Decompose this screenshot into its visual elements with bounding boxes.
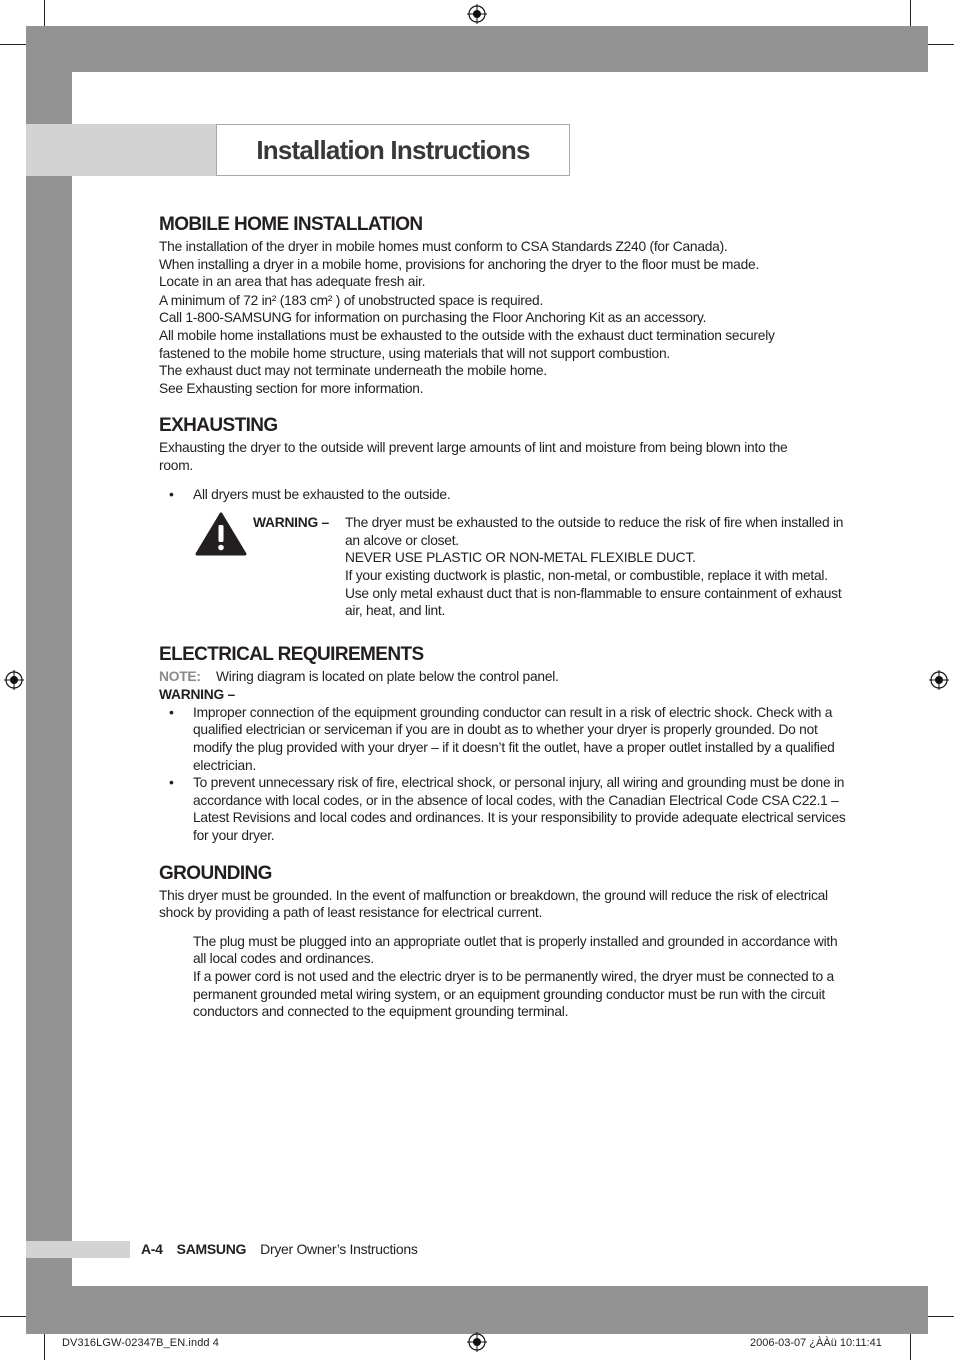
page-title: Installation Instructions: [256, 134, 530, 165]
warning-triangle-icon: [195, 512, 247, 556]
paragraph: The exhaust duct may not terminate underneath the mobile home.: [159, 363, 547, 379]
grounding-details: [159, 933, 849, 1021]
crop-mark: [44, 1334, 45, 1360]
crop-mark: [910, 1334, 911, 1360]
page-footer: [141, 1240, 418, 1259]
section-heading: MOBILE HOME INSTALLATION: [159, 214, 423, 235]
warning-label: WARNING –: [253, 515, 329, 531]
page-number: A-4: [141, 1241, 163, 1257]
title-bar-accent: [26, 124, 216, 176]
warning-text: [345, 514, 849, 620]
crop-mark: [928, 44, 954, 45]
exhausting-section: [159, 413, 849, 619]
crop-mark: [0, 44, 26, 45]
document-name: Dryer Owner’s Instructions: [260, 1241, 418, 1257]
bullet-list: [159, 486, 849, 504]
registration-mark-icon: [4, 670, 24, 690]
paragraph: This dryer must be grounded. In the event of malfunction or breakdown, the ground will reduce the risk of electrical shock by providing a path of least resistance for electrical current.: [159, 887, 828, 921]
list-item: • Improper connection of the equipment grounding conductor can result in a risk of electric shock. Check with a qualified electrician or serviceman if you are in doubt as to whether your dryer is properly grounded. Do not modify the plug provided with your dryer – if it doesn’t fit the outlet, have a proper outlet installed by a qualified electrician.: [159, 704, 849, 774]
paragraph: Exhausting the dryer to the outside will prevent large amounts of lint and moisture from being blown into the room.: [159, 440, 788, 473]
main-content: [159, 212, 849, 1037]
brand-name: SAMSUNG: [176, 1241, 247, 1257]
registration-mark-icon: [467, 4, 487, 24]
crop-mark: [44, 0, 45, 26]
paragraph: All mobile home installations must be exhausted to the outside with the exhaust duct termination securely fastened to the mobile home structure, using materials that will not support combustion.: [159, 327, 775, 361]
section-heading: ELECTRICAL REQUIREMENTS: [159, 643, 424, 665]
section-heading: EXHAUSTING: [159, 415, 278, 437]
paragraph: Locate in an area that has adequate fresh air.: [159, 274, 426, 290]
slug-timestamp: 2006-03-07 ¿ÀÀü 10:11:41: [750, 1337, 882, 1349]
slug-file-info: DV316LGW-02347B_EN.indd 4: [62, 1337, 220, 1349]
bullet-list: [159, 704, 849, 845]
paragraph: Use only metal exhaust duct that is non-flammable to ensure containment of exhaust air, heat, and lint.: [345, 585, 842, 619]
warning-block: [195, 514, 849, 620]
footer-accent: [26, 1241, 130, 1258]
paragraph: The dryer must be exhausted to the outside to reduce the risk of fire when installed in an alcove or closet.: [345, 515, 844, 548]
list-item: • All dryers must be exhausted to the outside.: [159, 486, 849, 504]
paragraph: Call 1-800-SAMSUNG for information on purchasing the Floor Anchoring Kit as an accessory.: [159, 310, 707, 326]
title-box: [216, 124, 570, 176]
note-label: NOTE:: [159, 668, 201, 684]
paragraph: See Exhausting section for more information.: [159, 380, 424, 396]
mobile-home-section: [159, 212, 849, 397]
registration-mark-icon: [929, 670, 949, 690]
warning-label: WARNING –: [159, 687, 235, 703]
registration-mark-icon: [467, 1332, 487, 1352]
paragraph: If your existing ductwork is plastic, non-metal, or combustible, replace it with metal.: [345, 567, 828, 583]
paragraph: If a power cord is not used and the electric dryer is to be permanently wired, the dryer must be connected to a permanent grounded metal wiring system, or an equipment grounding conductor must be run with the circuit conductors and connected to the equipment grounding terminal.: [193, 969, 834, 1020]
paragraph: The plug must be plugged into an appropriate outlet that is properly installed and grounded in accordance with all local codes and ordinances.: [193, 933, 838, 967]
note-text: Wiring diagram is located on plate below the control panel.: [216, 668, 559, 684]
crop-mark: [0, 1316, 26, 1317]
note: [159, 668, 849, 686]
grounding-section: [159, 861, 849, 1021]
list-item: • To prevent unnecessary risk of fire, electrical shock, or personal injury, all wiring and grounding must be done in accordance with local codes, or in the absence of local codes, with the Canadian Electrical Code CSA C22.1 – Latest Revisions and local codes and ordinances. It is your responsibility to provide adequate electrical services for your dryer.: [159, 774, 849, 844]
paragraph: When installing a dryer in a mobile home, provisions for anchoring the dryer to the floor must be made.: [159, 256, 760, 272]
crop-mark: [928, 1316, 954, 1317]
section-heading: GROUNDING: [159, 862, 272, 884]
paragraph: A minimum of 72 in² (183 cm² ) of unobstructed space is required.: [159, 292, 544, 308]
paragraph: The installation of the dryer in mobile homes must conform to CSA Standards Z240 (for Canada).: [159, 239, 728, 254]
crop-mark: [910, 0, 911, 26]
paragraph: NEVER USE PLASTIC OR NON-METAL FLEXIBLE DUCT.: [345, 550, 696, 566]
electrical-section: [159, 642, 849, 845]
